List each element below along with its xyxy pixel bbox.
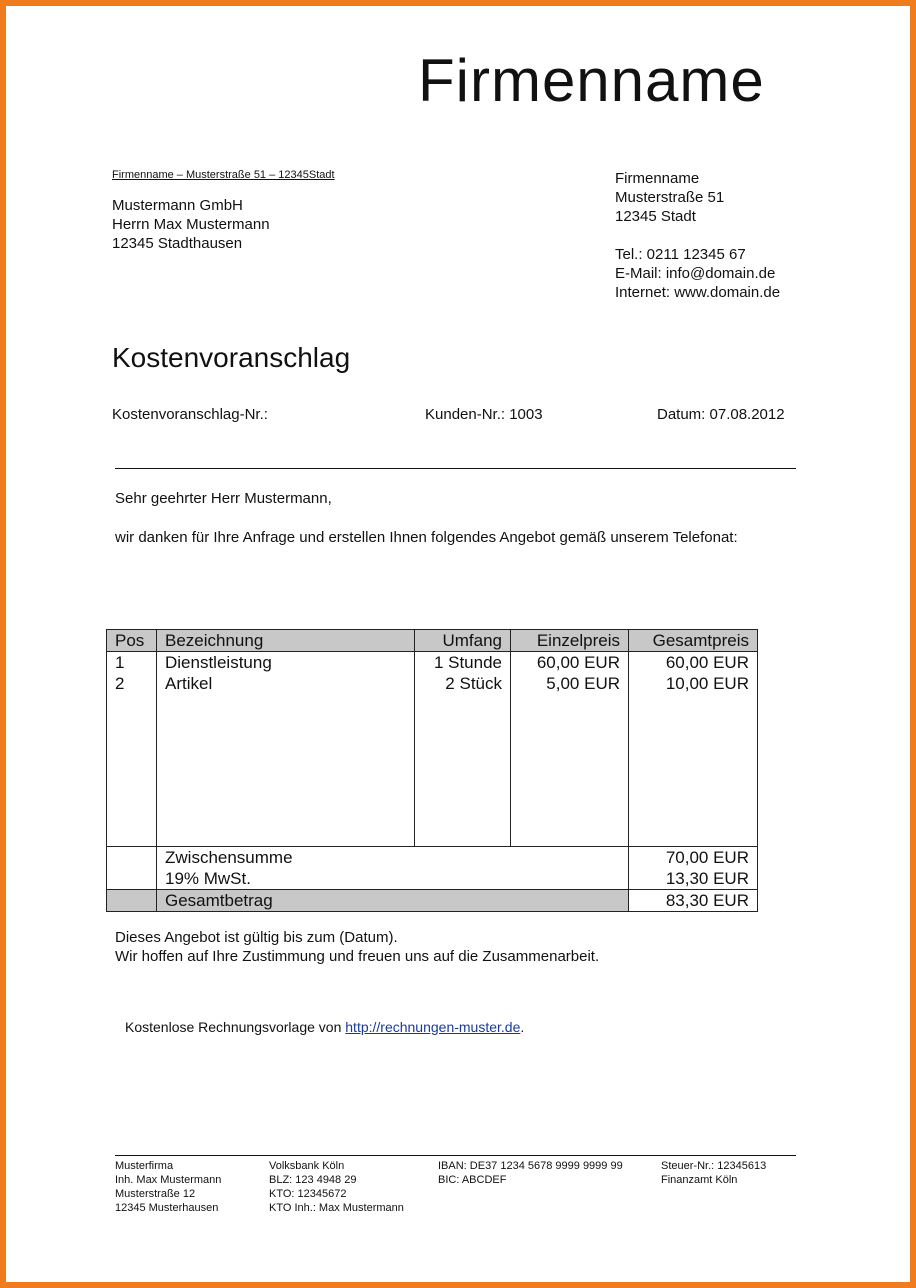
recipient-line: Herrn Max Mustermann — [112, 216, 270, 233]
footer-tax — [661, 1159, 766, 1187]
header-description: Bezeichnung — [157, 630, 415, 652]
document-title: Kostenvoranschlag — [112, 342, 351, 373]
table-row — [107, 673, 758, 694]
header-unit-price: Einzelpreis — [511, 630, 629, 652]
document-date: Datum: 07.08.2012 — [657, 406, 785, 423]
cell-quantity: 2 Stück — [415, 673, 511, 694]
header-quantity: Umfang — [415, 630, 511, 652]
customer-number: Kunden-Nr.: 1003 — [425, 406, 543, 423]
footer-iban — [438, 1159, 623, 1187]
footer-line: BLZ: 123 4948 29 — [269, 1174, 357, 1186]
tax-label: 19% MwSt. — [157, 868, 629, 890]
footer-bank — [269, 1159, 404, 1215]
footer-divider — [115, 1155, 796, 1156]
footer-line: Musterstraße 12 — [115, 1188, 196, 1200]
header-pos: Pos — [107, 630, 157, 652]
footer-line: KTO: 12345672 — [269, 1188, 347, 1200]
cell-unit-price: 60,00 EUR — [511, 652, 629, 674]
subtotal-label: Zwischensumme — [157, 847, 629, 869]
template-credit — [125, 1019, 524, 1035]
company-logo-text: Firmenname — [418, 47, 765, 114]
recipient-line: 12345 Stadthausen — [112, 235, 243, 252]
credit-suffix: . — [520, 1019, 525, 1035]
cell-pos: 2 — [107, 673, 157, 694]
footer-line: KTO Inh.: Max Mustermann — [269, 1202, 404, 1214]
company-email: E-Mail: info@domain.de — [615, 265, 776, 282]
recipient-line: Mustermann GmbH — [112, 197, 243, 214]
validity-line: Dieses Angebot ist gültig bis zum (Datum). — [115, 929, 398, 946]
divider — [115, 468, 796, 469]
cell-description: Artikel — [157, 673, 415, 694]
footer-line: Inh. Max Mustermann — [115, 1174, 222, 1186]
footer-line: Steuer-Nr.: 12345613 — [661, 1160, 767, 1172]
cell-total-price: 10,00 EUR — [629, 673, 758, 694]
quote-number: Kostenvoranschlag-Nr.: — [112, 406, 268, 423]
recipient-address — [112, 196, 270, 253]
company-address-line: Firmenname — [615, 170, 700, 187]
cell-pos: 1 — [107, 652, 157, 674]
subtotal-row — [107, 847, 758, 869]
salutation: Sehr geehrter Herr Mustermann, — [115, 490, 332, 507]
cell-quantity: 1 Stunde — [415, 652, 511, 674]
total-value: 83,30 EUR — [629, 890, 758, 912]
cell-total-price: 60,00 EUR — [629, 652, 758, 674]
cell-description: Dienstleistung — [157, 652, 415, 674]
subtotal-value: 70,00 EUR — [629, 847, 758, 869]
footer-line: Volksbank Köln — [269, 1160, 345, 1172]
header-total-price: Gesamtpreis — [629, 630, 758, 652]
company-contact-block — [615, 169, 780, 302]
footer-line: IBAN: DE37 1234 5678 9999 9999 99 — [438, 1160, 623, 1172]
credit-link[interactable]: http://rechnungen-muster.de — [345, 1019, 521, 1035]
table-empty-space — [107, 694, 758, 847]
footer-line: 12345 Musterhausen — [115, 1202, 219, 1214]
sender-return-line: Firmenname – Musterstraße 51 – 12345Stadt — [112, 169, 335, 181]
footer-line: Musterfirma — [115, 1160, 174, 1172]
footer-company — [115, 1159, 221, 1215]
table-header-row — [107, 630, 758, 652]
total-label: Gesamtbetrag — [157, 890, 629, 912]
credit-prefix: Kostenlose Rechnungsvorlage von — [125, 1019, 346, 1035]
footer-line: Finanzamt Köln — [661, 1174, 738, 1186]
closing-line: Wir hoffen auf Ihre Zustimmung und freuen uns auf die Zusammenarbeit. — [115, 948, 600, 965]
items-table — [106, 629, 758, 912]
company-address-line: Musterstraße 51 — [615, 189, 725, 206]
total-row — [107, 890, 758, 912]
company-website: Internet: www.domain.de — [615, 284, 781, 301]
footer-line: BIC: ABCDEF — [438, 1174, 507, 1186]
cell-unit-price: 5,00 EUR — [511, 673, 629, 694]
tax-value: 13,30 EUR — [629, 868, 758, 890]
intro-text: wir danken für Ihre Anfrage und erstellen Ihnen folgendes Angebot gemäß unserem Telefonat: — [115, 529, 738, 546]
company-address-line: 12345 Stadt — [615, 208, 696, 225]
closing-text — [115, 928, 599, 966]
table-row — [107, 652, 758, 674]
tax-row — [107, 868, 758, 890]
company-phone: Tel.: 0211 12345 67 — [615, 246, 746, 263]
